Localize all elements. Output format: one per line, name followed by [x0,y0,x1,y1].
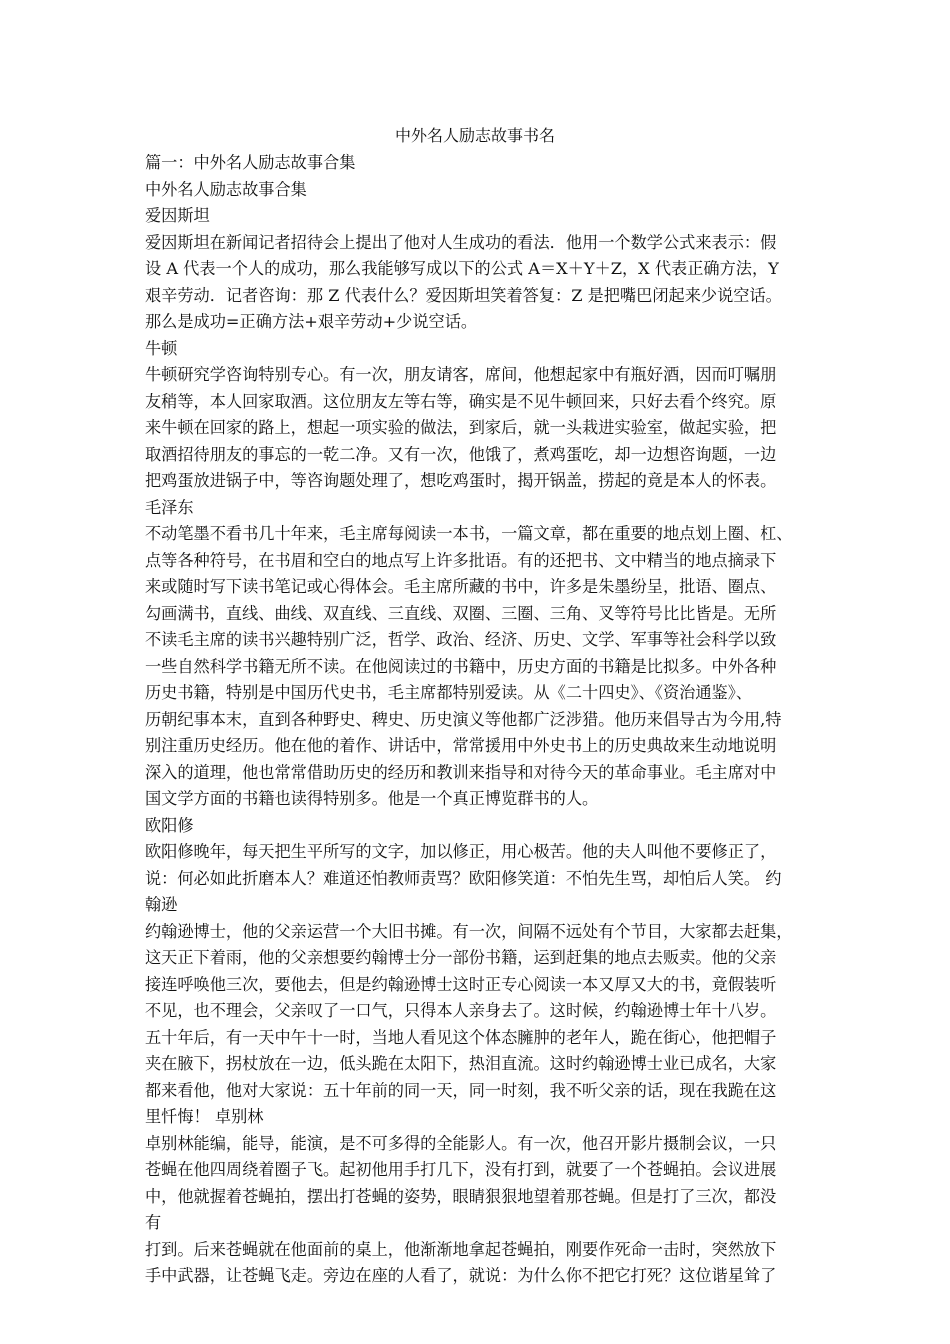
text-line: 国文学方面的书籍也读得特别多。他是一个真正博览群书的人。 [145,789,599,808]
text-line: 约翰逊博士，他的父亲运营一个大旧书摊。有一次，间隔不远处有个节目，大家都去赶集， [145,921,793,941]
text-line: 中外名人励志故事合集 [145,179,307,199]
text-line: 爱因斯坦 [145,206,210,225]
text-line: 来牛顿在回家的路上，想起一项实验的做法，到家后，就一头栽进实验室，做起实验，把 [145,418,777,437]
text-line: 历史书籍，特别是中国历代史书，毛主席都特别爱读。从《二十四史》、《资治通鉴》、 [145,683,753,702]
text-line: 手中武器，让苍蝇飞走。旁边在座的人看了，就说：为什么你不把它打死？这位谐星耸了 [145,1266,777,1285]
text-line: 说：何必如此折磨本人？难道还怕教师责骂？欧阳修笑道：不怕先生骂，却怕后人笑。 约 [145,868,782,888]
text-line: 翰逊 [145,895,178,914]
text-line: 牛顿研究学咨询特别专心。有一次，朋友请客，席间，他想起家中有瓶好酒，因而叮嘱朋 [145,365,777,384]
text-line: 夹在腋下，拐杖放在一边，低头跪在太阳下，热泪直流。这时约翰逊博士业已成名，大家 [145,1054,777,1073]
text-line: 打到。后来苍蝇就在他面前的桌上，他渐渐地拿起苍蝇拍，刚要作死命一击时，突然放下 [145,1239,777,1259]
text-line: 取酒招待朋友的事忘的一乾二净。又有一次，他饿了，煮鸡蛋吃，却一边想咨询题，一边 [145,444,777,464]
text-line: 来或随时写下读书笔记或心得体会。毛主席所藏的书中，许多是朱墨纷呈，批语、圈点、 [145,577,777,596]
text-line: 都来看他，他对大家说：五十年前的同一天，同一时刻，我不听父亲的话，现在我跪在这 [145,1080,777,1100]
text-line: 别注重历史经历。他在他的着作、讲话中，常常援用中外史书上的历史典故来生动地说明 [145,736,777,755]
text-line: 有 [145,1213,162,1232]
text-line: 不读毛主席的读书兴趣特别广泛，哲学、政治、经济、历史、文学、军事等社会科学以致 [145,630,777,649]
text-line: 艰辛劳动．记者咨询：那 Z 代表什么？爱因斯坦笑着答复：Z 是把嘴巴闭起来少说空话。 [145,285,782,305]
text-line: 那么是成功=正确方法+艰辛劳动+少说空话。 [145,312,478,331]
text-line: 这天正下着雨，他的父亲想要约翰博士分一部份书籍，运到赶集的地点去贩卖。他的父亲 [145,948,777,967]
text-line: 篇一：中外名人励志故事合集 [145,153,356,172]
text-line: 欧阳修 [145,815,194,835]
text-line: 不见，也不理会，父亲叹了一口气，只得本人亲身去了。这时候，约翰逊博士年十八岁。 [145,1001,777,1020]
text-line: 五十年后，有一天中午十一时，当地人看见这个体态臃肿的老年人，跪在街心，他把帽子 [145,1027,777,1047]
text-line: 欧阳修晚年，每天把生平所写的文字，加以修正，用心极苦。他的夫人叫他不要修正了， [145,842,777,861]
text-line: 中，他就握着苍蝇拍，摆出打苍蝇的姿势，眼睛狠狠地望着那苍蝇。但是打了三次，都没 [145,1186,777,1206]
text-line: 爱因斯坦在新闻记者招待会上提出了他对人生成功的看法．他用一个数学公式来表示：假 [145,232,777,252]
text-line: 一些自然科学书籍无所不读。在他阅读过的书籍中，历史方面的书籍是比拟多。中外各种 [145,656,777,676]
text-line: 不动笔墨不看书几十年来，毛主席每阅读一本书，一篇文章，都在重要的地点划上圈、杠、 [145,524,793,543]
text-line: 设 A 代表一个人的成功，那么我能够写成以下的公式 A＝X＋Y＋Z，X 代表正确方法，Y [145,259,779,278]
text-line: 苍蝇在他四周绕着圈子飞。起初他用手打几下，没有打到，就要了一个苍蝇拍。会议进展 [145,1160,777,1179]
text-line: 牛顿 [145,338,178,358]
document-title: 中外名人励志故事书名 [394,126,555,145]
text-line: 卓别林能编，能导，能演，是不可多得的全能影人。有一次，他召开影片摄制会议，一只 [145,1133,777,1153]
text-line: 毛泽东 [145,497,194,517]
text-line: 点等各种符号，在书眉和空白的地点写上许多批语。有的还把书、文中精当的地点摘录下 [145,550,777,570]
text-line: 友稍等，本人回家取酒。这位朋友左等右等，确实是不见牛顿回来，只好去看个终究。原 [145,391,777,411]
text-line: 把鸡蛋放进锅子中，等咨询题处理了，想吃鸡蛋时，揭开锅盖，捞起的竟是本人的怀表。 [145,471,777,490]
text-line: 接连呼唤他三次，要他去，但是约翰逊博士这时正专心阅读一本又厚又大的书，竟假装听 [145,974,777,994]
text-line: 历朝纪事本末，直到各种野史、稗史、历史演义等他都广泛涉猎。他历来倡导古为今用,特 [145,709,782,729]
text-line: 勾画满书，直线、曲线、双直线、三直线、双圈、三圈、三角、叉等符号比比皆是。无所 [145,603,777,623]
text-line: 深入的道理，他也常常借助历史的经历和教训来指导和对待今天的革命事业。毛主席对中 [145,762,777,782]
text-line: 里忏悔！ 卓别林 [145,1107,264,1126]
